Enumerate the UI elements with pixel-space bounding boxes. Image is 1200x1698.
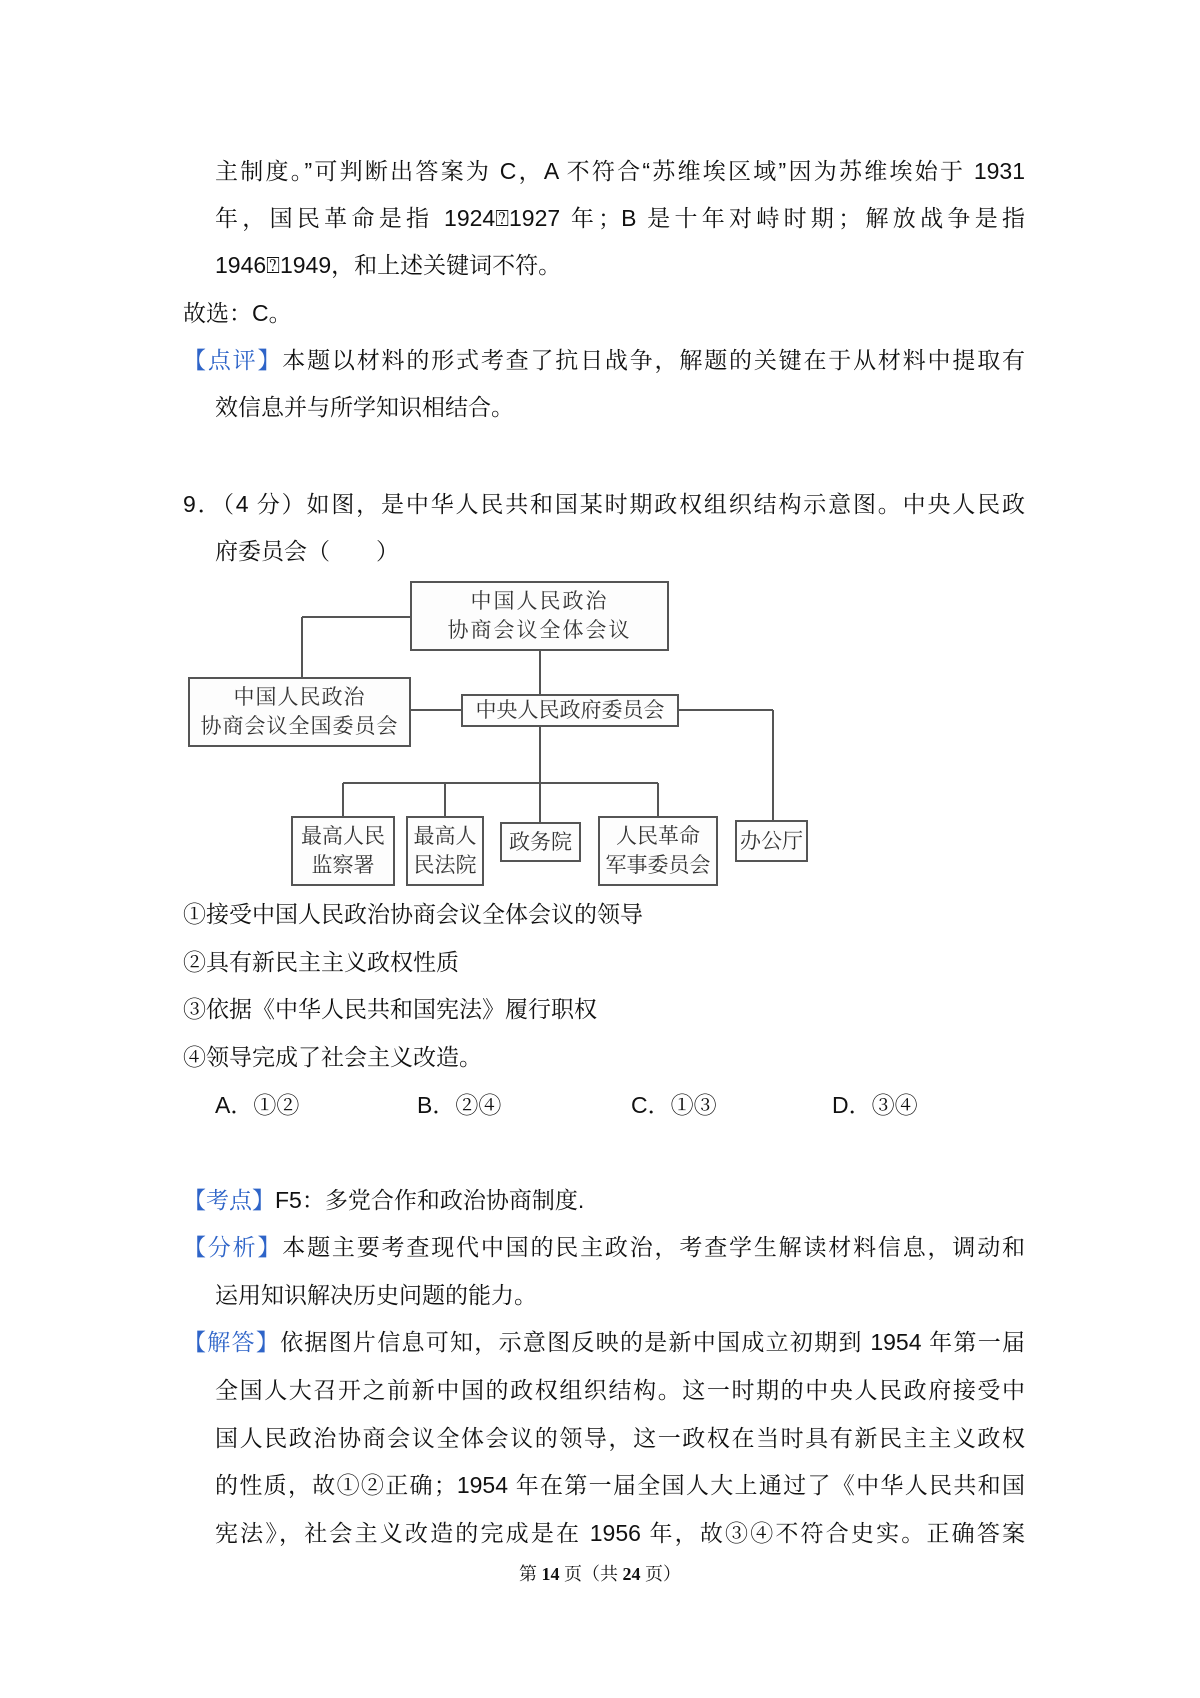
diagram-box-government-administration-council <box>500 822 581 862</box>
government-structure-diagram <box>180 570 820 895</box>
answer-line: 全国人大召开之前新中国的政权组织结构。这一时期的中央人民政府接受中 <box>215 1377 1025 1403</box>
statement-line: ③依据《中华人民共和国宪法》履行职权 <box>183 996 597 1022</box>
analysis-continuation-line: 主制度。”可判断出答案为 C，A 不符合“苏维埃区域”因为苏维埃始于 1931 <box>215 158 1025 184</box>
box-text: 军事委员会 <box>605 853 711 877</box>
diagram-box-general-office <box>735 820 808 862</box>
choice-d: D．③④ <box>832 1092 918 1118</box>
box-text: 监察署 <box>311 853 375 877</box>
diagram-box-supreme-court <box>406 816 484 886</box>
comment-line <box>183 343 1025 377</box>
answer-line: 国人民政治协商会议全体会议的领导，这一政权在当时具有新民主主义政权 <box>215 1425 1025 1451</box>
comment-label: 【点评】 <box>183 347 283 373</box>
statement-line: ②具有新民主主义政权性质 <box>183 949 459 975</box>
diagram-box-cppcc-plenary <box>410 581 669 651</box>
box-text: 中国人民政治 <box>470 589 609 613</box>
footer-prefix: 第 <box>519 1564 542 1584</box>
analysis-label: 【分析】 <box>183 1234 283 1260</box>
footer-suffix: 页） <box>640 1564 681 1584</box>
choice-c: C．①③ <box>631 1092 717 1118</box>
comment-text: 本题以材料的形式考查了抗日战争，解题的关键在于从材料中提取有 <box>282 347 1025 373</box>
answer-text: 依据图片信息可知，示意图反映的是新中国成立初期到 1954 年第一届 <box>280 1329 1025 1355</box>
box-text: 最高人 <box>413 824 477 848</box>
comment-line: 效信息并与所学知识相结合。 <box>215 394 514 420</box>
analysis-line <box>183 1230 1025 1264</box>
statement-line: ①接受中国人民政治协商会议全体会议的领导 <box>183 901 643 927</box>
answer-choices <box>0 1088 1200 1122</box>
answer-line <box>183 1325 1025 1359</box>
diagram-box-cppcc-national-committee <box>188 677 411 747</box>
answer-label: 【解答】 <box>183 1329 281 1355</box>
answer-line: 宪法》，社会主义改造的完成是在 1956 年，故③④不符合史实。正确答案 <box>215 1520 1025 1546</box>
diagram-box-military-commission <box>598 816 718 886</box>
footer-middle: 页（共 <box>559 1564 623 1584</box>
box-text: 中央人民政府委员会 <box>475 698 665 722</box>
question-stem-line: 府委员会（ ） <box>215 538 399 564</box>
box-text: 协商会议全体会议 <box>447 618 632 642</box>
box-text: 最高人民 <box>301 824 385 848</box>
box-text: 协商会议全国委员会 <box>200 714 399 738</box>
knowledge-label: 【考点】 <box>183 1187 275 1213</box>
analysis-text: 本题主要考查现代中国的民主政治，考查学生解读材料信息，调动和 <box>282 1234 1025 1260</box>
box-text: 民法院 <box>413 853 477 877</box>
choice-a: A．①② <box>215 1092 300 1118</box>
diagram-box-central-government-council <box>461 694 679 727</box>
page-footer <box>0 1562 1200 1586</box>
box-text: 人民革命 <box>616 824 700 848</box>
analysis-continuation-line: 1946⍰1949，和上述关键词不符。 <box>215 252 562 278</box>
diagram-box-supreme-procuratorate <box>291 816 395 886</box>
box-text: 办公厅 <box>740 828 803 853</box>
statement-line: ④领导完成了社会主义改造。 <box>183 1044 482 1070</box>
conclusion-line: 故选：C。 <box>183 300 292 326</box>
knowledge-text: F5：多党合作和政治协商制度. <box>275 1187 585 1213</box>
total-pages: 24 <box>622 1564 641 1584</box>
question-stem-line: 9．（4 分）如图，是中华人民共和国某时期政权组织结构示意图。中央人民政 <box>183 491 1025 517</box>
answer-line: 的性质，故①②正确；1954 年在第一届全国人大上通过了《中华人民共和国 <box>215 1472 1025 1498</box>
box-text: 中国人民政治 <box>233 685 366 709</box>
analysis-line: 运用知识解决历史问题的能力。 <box>215 1282 537 1308</box>
page-number: 14 <box>541 1564 560 1584</box>
knowledge-point-line <box>183 1183 1025 1217</box>
analysis-continuation-line: 年，国民革命是指 1924⍰1927 年；B 是十年对峙时期；解放战争是指 <box>215 205 1025 231</box>
box-text: 政务院 <box>509 829 572 854</box>
choice-b: B．②④ <box>417 1092 502 1118</box>
